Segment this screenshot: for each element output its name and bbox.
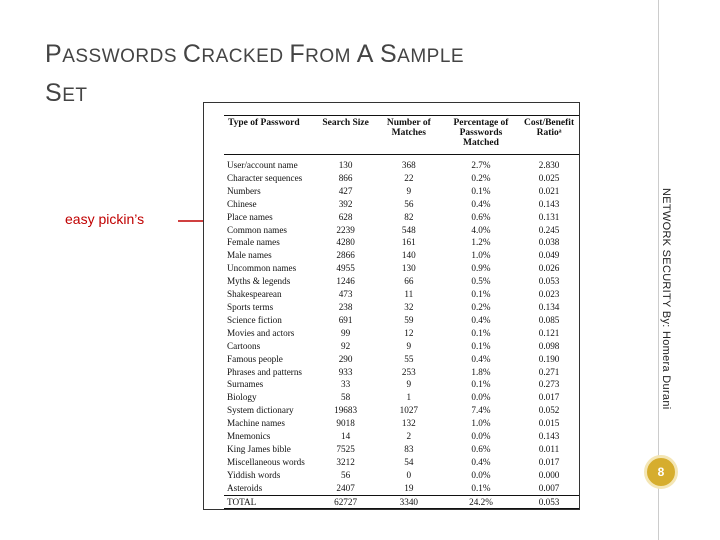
cell-search-size: 866	[338, 172, 353, 183]
cell-matches: 83	[404, 443, 414, 454]
cell-matches: 2	[406, 431, 412, 442]
sidebar-course-label: NETWORK SECURITY By: Homera Durani	[660, 188, 672, 410]
cell-percentage: 0.1%	[471, 482, 491, 493]
cell-percentage: 24.2%	[469, 496, 493, 507]
table-row	[224, 404, 579, 417]
table-row	[224, 391, 579, 404]
cell-matches: 55	[404, 353, 414, 364]
cell-cost-benefit: 0.190	[538, 353, 560, 364]
cell-matches: 19	[404, 482, 414, 493]
cell-type: Uncommon names	[227, 263, 297, 274]
table-row	[224, 378, 579, 391]
cell-type: Mnemonics	[227, 431, 271, 442]
cell-cost-benefit: 0.049	[538, 250, 560, 261]
table-row	[224, 224, 579, 237]
cell-percentage: 0.4%	[471, 353, 491, 364]
cell-percentage: 0.6%	[471, 443, 491, 454]
cell-search-size: 2239	[336, 224, 355, 235]
cell-percentage: 0.1%	[471, 340, 491, 351]
cell-type: Sports terms	[227, 301, 274, 312]
cell-type: Place names	[227, 211, 273, 222]
easy-pickins-annotation: easy pickin’s	[65, 211, 145, 227]
cell-matches: 66	[404, 276, 414, 287]
cell-search-size: 33	[341, 379, 351, 390]
title-letter: P	[45, 40, 63, 68]
cell-search-size: 62727	[334, 496, 358, 507]
cell-cost-benefit: 0.017	[538, 392, 560, 403]
cell-matches: 59	[404, 314, 414, 325]
cell-cost-benefit: 0.271	[538, 366, 560, 377]
table-row	[224, 469, 579, 482]
title-word: ROM	[305, 46, 357, 67]
cell-percentage: 0.9%	[471, 263, 491, 274]
cell-matches: 253	[401, 366, 416, 377]
cell-type: Male names	[227, 250, 272, 261]
page-number-badge: 8	[644, 455, 678, 489]
cell-cost-benefit: 0.052	[538, 405, 560, 416]
cell-percentage: 0.4%	[471, 314, 491, 325]
cell-type: Miscellaneous words	[227, 456, 305, 467]
cell-matches: 32	[404, 301, 414, 312]
cell-matches: 1	[406, 392, 412, 403]
table-row	[224, 275, 579, 288]
cell-percentage: 2.7%	[471, 160, 491, 170]
title-letter: S	[379, 40, 398, 68]
cell-type: TOTAL	[227, 496, 257, 507]
title-word: AMPLE	[397, 46, 465, 67]
table-row	[224, 301, 579, 314]
cell-matches: 9	[406, 379, 412, 390]
cell-type: Biology	[227, 392, 257, 403]
cell-search-size: 427	[338, 185, 353, 196]
cell-search-size: 290	[338, 353, 353, 364]
cell-type: Myths & legends	[227, 276, 291, 287]
cell-percentage: 4.0%	[471, 224, 491, 235]
cell-cost-benefit: 0.121	[538, 327, 560, 338]
cell-search-size: 92	[341, 340, 351, 351]
cell-search-size: 56	[341, 469, 351, 480]
cell-search-size: 19683	[334, 405, 358, 416]
cell-search-size: 933	[338, 366, 353, 377]
cell-search-size: 473	[338, 289, 353, 300]
cell-percentage: 1.2%	[471, 237, 491, 248]
cell-cost-benefit: 2.830	[538, 160, 560, 170]
table-row	[224, 417, 579, 430]
cell-percentage: 1.0%	[471, 418, 491, 429]
cell-type: Yiddish words	[227, 469, 281, 480]
cell-percentage: 0.5%	[471, 276, 491, 287]
cell-search-size: 130	[338, 160, 353, 170]
cell-matches: 56	[404, 198, 414, 209]
cell-percentage: 1.0%	[471, 250, 491, 261]
cell-cost-benefit: 0.017	[538, 456, 560, 467]
table-row	[224, 172, 579, 185]
cell-cost-benefit: 0.085	[538, 314, 560, 325]
cell-search-size: 4955	[336, 263, 355, 274]
cell-matches: 3340	[399, 496, 418, 507]
table-header-row	[224, 116, 579, 155]
cell-type: Movies and actors	[227, 327, 295, 338]
table-row	[224, 340, 579, 353]
title-letter: C	[182, 40, 202, 68]
cell-matches: 12	[404, 327, 414, 338]
table-row	[224, 482, 579, 495]
cell-percentage: 0.1%	[471, 185, 491, 196]
cell-percentage: 0.6%	[471, 211, 491, 222]
cell-matches: 130	[401, 263, 416, 274]
cell-percentage: 0.0%	[471, 431, 491, 442]
cell-cost-benefit: 0.000	[538, 469, 560, 480]
cell-matches: 548	[401, 224, 416, 235]
title-word: ET	[62, 85, 88, 106]
title-letter: F	[289, 40, 306, 68]
cell-cost-benefit: 0.098	[538, 340, 560, 351]
cell-cost-benefit: 0.273	[538, 379, 560, 390]
cell-cost-benefit: 0.023	[538, 289, 560, 300]
cell-cost-benefit: 0.007	[538, 482, 560, 493]
cell-cost-benefit: 0.038	[538, 237, 560, 248]
cell-percentage: 1.8%	[471, 366, 491, 377]
table-row	[224, 262, 579, 275]
cell-search-size: 14	[341, 431, 351, 442]
table-row	[224, 366, 579, 379]
cell-matches: 82	[404, 211, 414, 222]
cell-matches: 9	[406, 185, 412, 196]
cell-matches: 0	[406, 469, 412, 480]
title-letter: S	[45, 79, 63, 107]
cell-matches: 54	[404, 456, 414, 467]
table-row	[224, 327, 579, 340]
cell-search-size: 3212	[336, 456, 355, 467]
table-row	[224, 353, 579, 366]
cell-type: System dictionary	[227, 405, 294, 416]
cell-percentage: 0.1%	[471, 327, 491, 338]
header-percentage: Percentage of Passwords Matched	[453, 118, 509, 148]
cell-search-size: 7525	[336, 443, 355, 454]
cell-percentage: 0.2%	[471, 172, 491, 183]
cell-type: Machine names	[227, 418, 285, 429]
cell-search-size: 99	[341, 327, 351, 338]
title-word: ASSWORDS	[62, 46, 183, 67]
cell-type: Phrases and patterns	[227, 366, 303, 377]
cell-cost-benefit: 0.015	[538, 418, 560, 429]
table-row	[224, 198, 579, 211]
cell-type: Numbers	[227, 185, 261, 196]
cell-cost-benefit: 0.245	[538, 224, 560, 235]
table-row	[224, 185, 579, 198]
table-row	[224, 430, 579, 443]
header-cost-benefit: Cost/Benefit Ratioᵃ	[523, 118, 575, 138]
cell-search-size: 4280	[336, 237, 355, 248]
cell-percentage: 0.0%	[471, 469, 491, 480]
cell-type: Cartoons	[227, 340, 261, 351]
cell-percentage: 7.4%	[471, 405, 491, 416]
table-total-row	[224, 495, 579, 509]
cell-percentage: 0.1%	[471, 289, 491, 300]
cell-type: Common names	[227, 224, 287, 235]
cell-type: Famous people	[227, 353, 283, 364]
cell-type: Surnames	[227, 379, 264, 390]
password-table-image	[203, 102, 580, 510]
cell-percentage: 0.4%	[471, 198, 491, 209]
cell-type: Science fiction	[227, 314, 282, 325]
header-search-size: Search Size	[322, 118, 369, 128]
cell-matches: 22	[404, 172, 414, 183]
cell-percentage: 0.0%	[471, 392, 491, 403]
password-table	[224, 115, 579, 509]
title-word: RACKED	[201, 46, 290, 67]
cell-cost-benefit: 0.011	[538, 443, 560, 454]
cell-type: King James bible	[227, 443, 291, 454]
cell-search-size: 58	[341, 392, 351, 403]
cell-cost-benefit: 0.134	[538, 301, 560, 312]
cell-cost-benefit: 0.053	[538, 276, 560, 287]
cell-search-size: 392	[338, 198, 353, 209]
cell-type: Shakespearean	[227, 289, 282, 300]
cell-cost-benefit: 0.143	[538, 431, 560, 442]
cell-type: Chinese	[227, 198, 257, 209]
cell-search-size: 691	[338, 314, 353, 325]
cell-search-size: 9018	[336, 418, 355, 429]
cell-matches: 132	[401, 418, 416, 429]
cell-search-size: 2866	[336, 250, 355, 261]
cell-matches: 11	[404, 289, 414, 300]
title-space	[373, 40, 380, 68]
cell-type: Asteroids	[227, 482, 263, 493]
table-row	[224, 236, 579, 249]
cell-search-size: 1246	[336, 276, 355, 287]
cell-cost-benefit: 0.021	[538, 185, 560, 196]
table-row	[224, 155, 579, 172]
cell-search-size: 238	[338, 301, 353, 312]
header-matches: Number of Matches	[386, 118, 431, 138]
table-body	[224, 155, 579, 509]
cell-percentage: 0.2%	[471, 301, 491, 312]
cell-matches: 9	[406, 340, 412, 351]
table-row	[224, 443, 579, 456]
table-row	[224, 249, 579, 262]
cell-cost-benefit: 0.131	[538, 211, 560, 222]
cell-percentage: 0.4%	[471, 456, 491, 467]
cell-matches: 140	[401, 250, 416, 261]
cell-cost-benefit: 0.143	[538, 198, 560, 209]
cell-search-size: 2407	[336, 482, 355, 493]
cell-percentage: 0.1%	[471, 379, 491, 390]
cell-type: Female names	[227, 237, 280, 248]
cell-type: User/account name	[227, 160, 298, 170]
table-row	[224, 456, 579, 469]
cell-matches: 1027	[399, 405, 418, 416]
cell-cost-benefit: 0.025	[538, 172, 560, 183]
cell-matches: 161	[401, 237, 416, 248]
cell-matches: 368	[401, 160, 416, 170]
table-row	[224, 211, 579, 224]
cell-cost-benefit: 0.053	[538, 496, 560, 507]
table-row	[224, 288, 579, 301]
table-row	[224, 314, 579, 327]
cell-search-size: 628	[338, 211, 353, 222]
cell-cost-benefit: 0.026	[538, 263, 560, 274]
cell-type: Character sequences	[227, 172, 303, 183]
title-letter: A	[356, 40, 373, 68]
header-type: Type of Password	[228, 118, 300, 128]
